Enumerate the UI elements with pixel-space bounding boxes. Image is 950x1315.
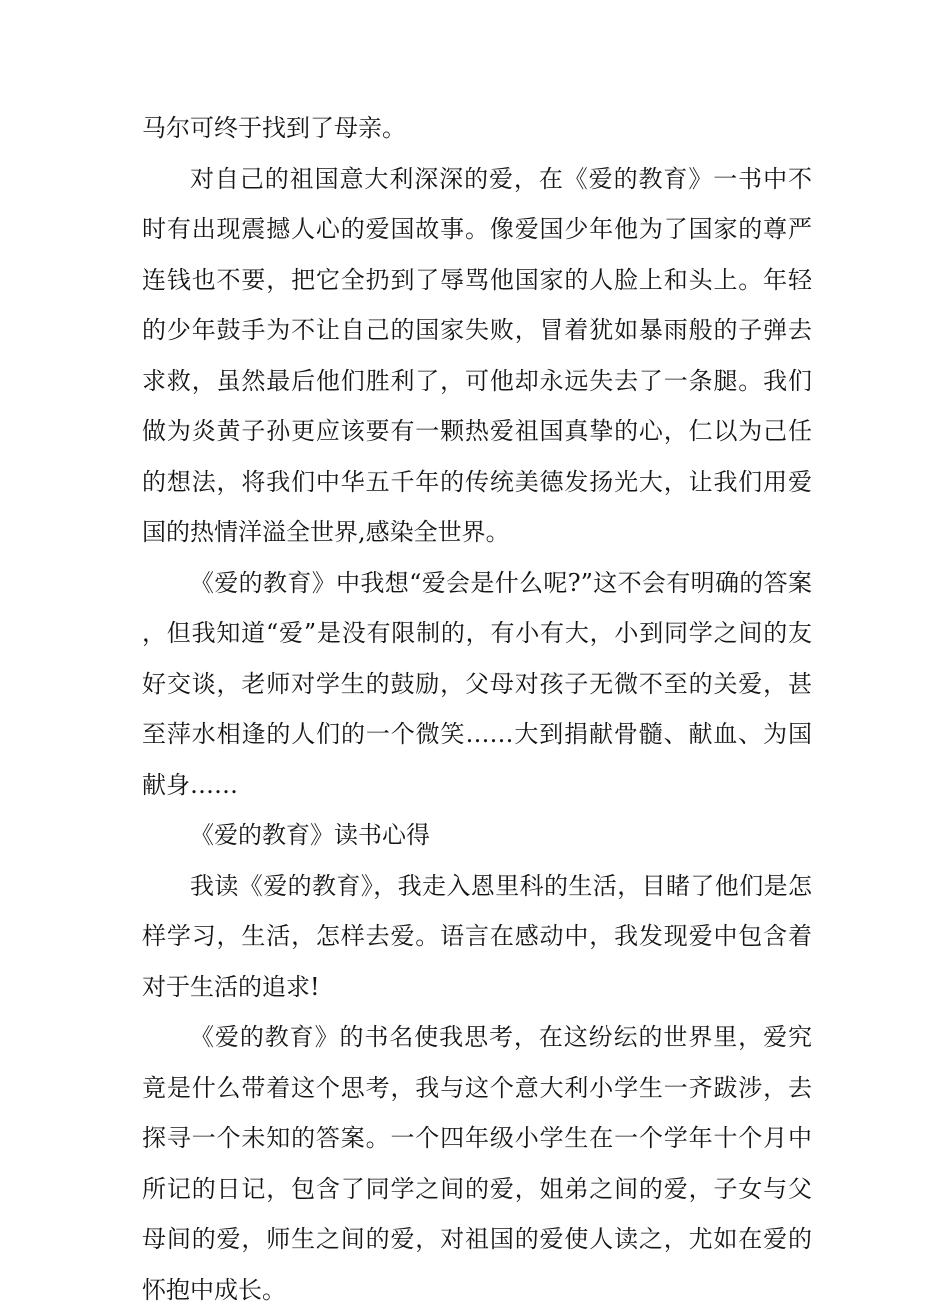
paragraph-reading-intro: 我读《爱的教育》，我走入恩里科的生活，目睹了他们是怎样学习，生活，怎样去爱。语言在感动中，我发现爱中包含着对于生活的追求!	[142, 871, 812, 1001]
section-heading: 《爱的教育》读书心得	[190, 821, 430, 849]
paragraph-continuation: 马尔可终于找到了母亲。	[142, 114, 406, 142]
paragraph-book-title-reflection: 《爱的教育》的书名使我思考，在这纷纭的世界里，爱究竟是什么带着这个思考，我与这个意大利小学生一齐跋涉，去探寻一个未知的答案。一个四年级小学生在一个学年十个月中所记的日记，包含了同学之间的爱，姐弟之间的爱，子女与父母间的爱，师生之间的爱，对祖国的爱使人读之，尤如在爱的怀抱中成长。	[142, 1023, 812, 1304]
document-body	[142, 103, 812, 1315]
paragraph-patriotism: 对自己的祖国意大利深深的爱，在《爱的教育》一书中不时有出现震撼人心的爱国故事。像爱国少年他为了国家的尊严连钱也不要，把它全扔到了辱骂他国家的人脸上和头上。年轻的少年鼓手为不让自己的国家失败，冒着犹如暴雨般的子弹去求救，虽然最后他们胜利了，可他却永远失去了一条腿。我们做为炎黄子孙更应该要有一颗热爱祖国真挚的心，仁以为己任的想法，将我们中华五千年的传统美德发扬光大，让我们用爱国的热情洋溢全世界,感染全世界。	[142, 164, 812, 546]
paragraph-what-is-love: 《爱的教育》中我想“爱会是什么呢?”这不会有明确的答案，但我知道“爱”是没有限制的，有小有大，小到同学之间的友好交谈，老师对学生的鼓励，父母对孩子无微不至的关爱，甚至萍水相逢的人们的一个微笑……大到捐献骨髓、献血、为国献身……	[142, 568, 812, 799]
